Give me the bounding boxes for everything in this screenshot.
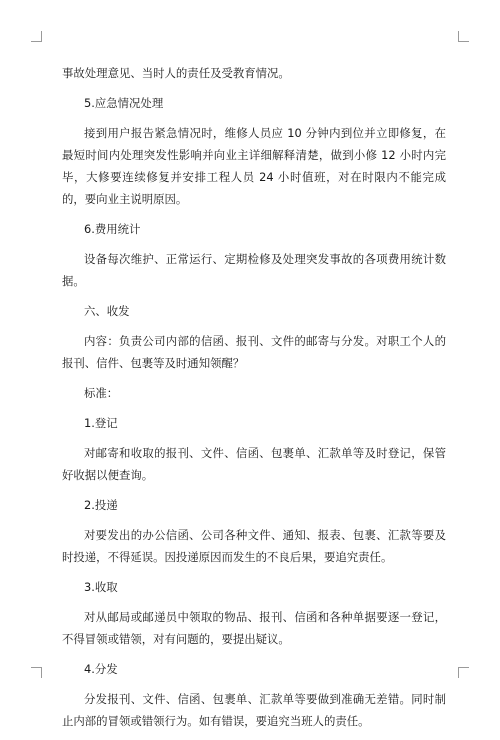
paragraph-accident-handling-tail: 事故处理意见、当时人的责任及受教育情况。: [62, 66, 290, 80]
paragraph-emergency-handling: 接到用户报告紧急情况时，维修人员应 10 分钟内到位并立即修复，在最短时间内处理突发性影响并向业主详细解释清楚，做到小修 12 小时内完毕，大修要连续修复并安排工程人员 24 小时值班，对在时限内不能完成的，要向业主说明原因。: [62, 126, 446, 206]
document-body: [62, 62, 446, 740]
paragraph-collection: 对从邮局或邮递员中领取的物品、报刊、信函和各种单据要逐一登记，不得冒领或错领，对有问题的，要提出疑议。: [62, 610, 446, 646]
crop-mark-bottom-left: [31, 667, 42, 678]
heading-standards: 标准：: [84, 386, 119, 400]
heading-emergency-handling: 5.应急情况处理: [84, 96, 164, 110]
paragraph-mail-content: 内容：负责公司内部的信函、报刊、文件的邮寄与分发。对职工个人的报刊、信件、包裹等及时通知领醒？: [62, 334, 446, 370]
crop-mark-top-left: [31, 31, 42, 42]
heading-delivery: 2.投递: [84, 498, 118, 512]
paragraph-cost-statistics: 设备每次维护、正常运行、定期检修及处理突发事故的各项费用统计数据。: [62, 252, 446, 288]
heading-registration: 1.登记: [84, 416, 118, 430]
heading-distribution: 4.分发: [84, 662, 118, 676]
paragraph-delivery: 对要发出的办公信函、公司各种文件、通知、报表、包裹、汇款等要及时投递，不得延误。因投递原因而发生的不良后果，要追究责任。: [62, 528, 446, 564]
crop-mark-bottom-right: [458, 667, 469, 678]
heading-section-six-mail: 六、收发: [84, 304, 130, 318]
heading-cost-statistics: 6.费用统计: [84, 222, 141, 236]
paragraph-registration: 对邮寄和收取的报刊、文件、信函、包裹单、汇款单等及时登记，保管好收据以便查询。: [62, 446, 446, 482]
paragraph-distribution: 分发报刊、文件、信函、包裹单、汇款单等要做到准确无差错。同时制止内部的冒领或错领行为。如有错误，要追究当班人的责任。: [62, 692, 446, 728]
crop-mark-top-right: [458, 31, 469, 42]
heading-collection: 3.收取: [84, 580, 118, 594]
